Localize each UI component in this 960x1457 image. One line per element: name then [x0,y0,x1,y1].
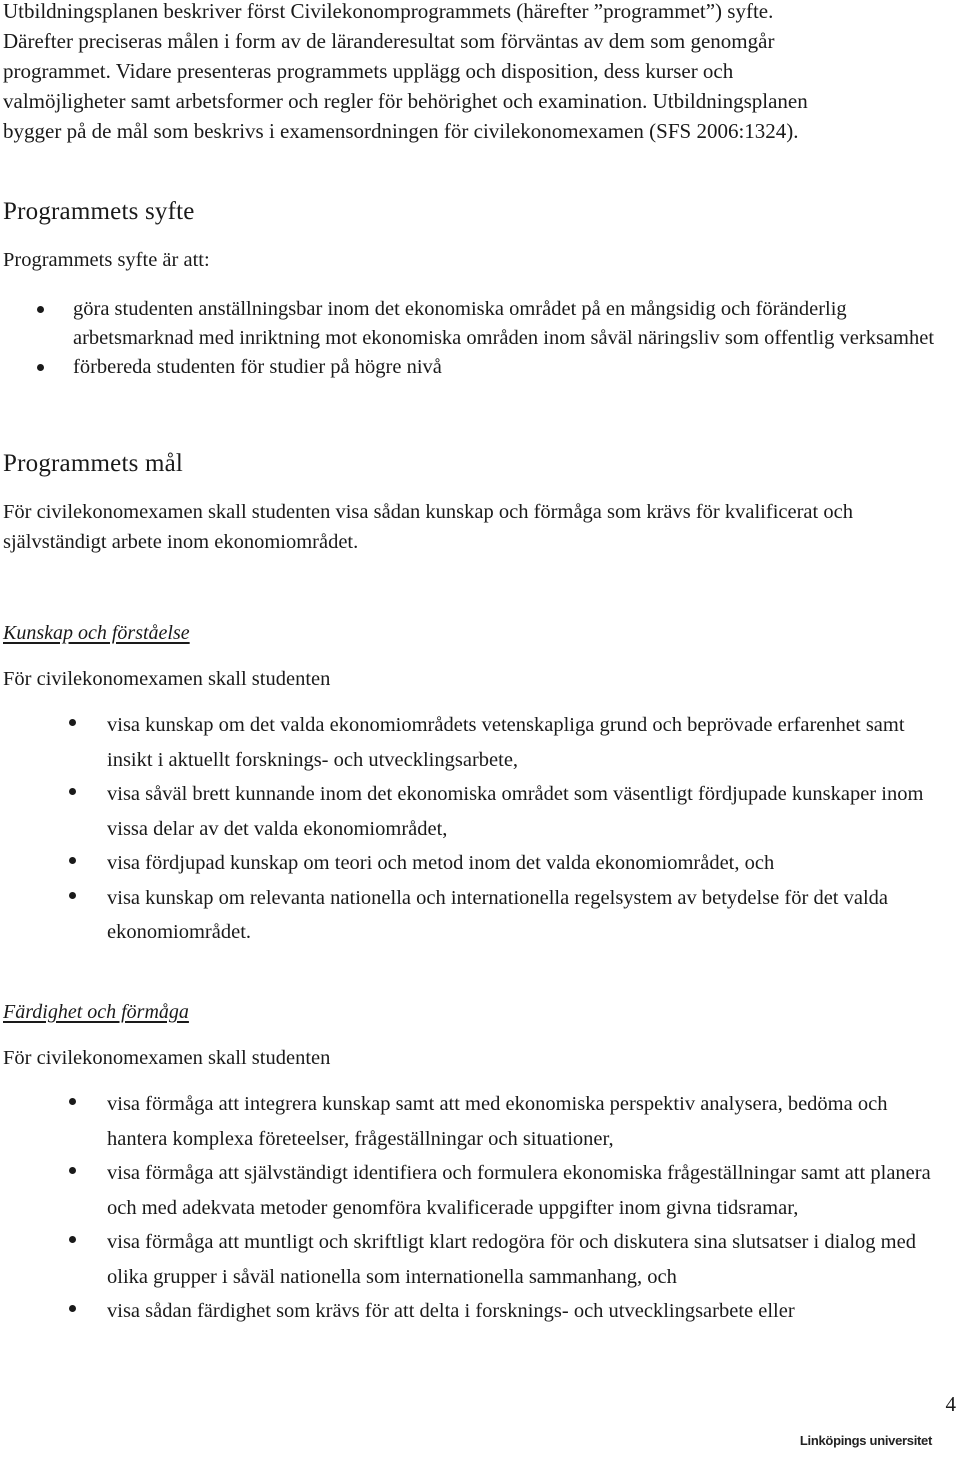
bullet-icon [37,364,44,371]
syfte-intro: Programmets syfte är att: [3,249,210,271]
intro-line: valmöjligheter samt arbetsformer och regler för behörighet och examination. Utbildningsplanen [3,89,808,113]
list-item-text: visa såväl brett kunnande inom det ekonomiska området som väsentligt fördjupade kunskaper inom vissa delar av det valda ekonomiområdet, [107,783,924,840]
list-item-text: göra studenten anställningsbar inom det ekonomiska området på en mångsidig och föränderlig arbetsmarknad med inriktning mot ekonomiska områden inom såväl näringsliv som offentlig verksamhet [73,298,935,349]
list-item-text: visa förmåga att självständigt identifiera och formulera ekonomiska frågeställningar samt att planera och med adekvata metoder genomföra kvalificerade uppgifter inom givna tidsramar, [107,1162,931,1219]
page-number: 4 [945,1392,956,1416]
list-item [107,708,947,777]
bullet-icon [69,1167,76,1174]
university-logo: Linköpings universitet [799,1433,932,1448]
kunskap-list [107,708,947,950]
bullet-icon [69,1236,76,1243]
kunskap-intro: För civilekonomexamen skall studenten [3,668,331,690]
list-item [107,881,947,950]
list-item [107,1156,947,1225]
list-item-text: förbereda studenten för studier på högre nivå [73,356,442,378]
list-item-text: visa förmåga att muntligt och skriftligt klart redogöra för och diskutera sina slutsatser i dialog med olika grupper i såväl nationella som internationella sammanhang, och [107,1231,916,1288]
syfte-list [73,295,958,382]
list-item-text: visa förmåga att integrera kunskap samt att med ekonomiska perspektiv analysera, bedöma och hantera komplexa företeelser, frågeställningar och situationer, [107,1093,888,1150]
list-item-text: visa fördjupad kunskap om teori och metod inom det valda ekonomiområdet, och [107,852,775,874]
list-item-text: visa kunskap om relevanta nationella och internationella regelsystem av betydelse för det valda ekonomiområdet. [107,886,889,943]
intro-line: Därefter preciseras målen i form av de läranderesultat som förväntas av dem som genomgår [3,29,775,53]
list-item [107,1087,947,1156]
list-item [107,1294,947,1329]
intro-paragraph [3,0,948,146]
bullet-icon [69,719,76,726]
list-item [107,777,947,846]
bullet-icon [69,1305,76,1312]
list-item [107,846,947,881]
bullet-icon [69,892,76,899]
list-item [107,1225,947,1294]
heading-programmets-mal: Programmets mål [3,450,184,477]
heading-fardighet-och-formaga: Färdighet och förmåga [3,1001,189,1023]
bullet-icon [69,1098,76,1105]
bullet-icon [69,788,76,795]
intro-line: programmet. Vidare presenteras programmets upplägg och disposition, dess kurser och [3,59,734,83]
fardighet-list [107,1087,947,1329]
bullet-icon [69,857,76,864]
list-item-text: visa kunskap om det valda ekonomiområdets vetenskapliga grund och beprövade erfarenhet samt insikt i aktuellt forsknings- och utvecklingsarbete, [107,714,905,771]
intro-line: bygger på de mål som beskrivs i examensordningen för civilekonomexamen (SFS 2006:1324). [3,119,799,143]
fardighet-intro: För civilekonomexamen skall studenten [3,1047,331,1069]
heading-kunskap-och-forstaelse: Kunskap och förståelse [3,622,190,644]
heading-programmets-syfte: Programmets syfte [3,198,195,225]
list-item [73,353,958,382]
mal-text: För civilekonomexamen skall studenten visa sådan kunskap och förmåga som krävs för kvalificerat och självständigt arbete inom ekonomiområdet. [3,501,853,553]
bullet-icon [37,306,44,313]
list-item [73,295,958,353]
list-item-text: visa sådan färdighet som krävs för att delta i forsknings- och utvecklingsarbete eller [107,1300,795,1322]
intro-line: Utbildningsplanen beskriver först Civilekonomprogrammets (härefter ”programmet”) syfte. [3,0,774,23]
